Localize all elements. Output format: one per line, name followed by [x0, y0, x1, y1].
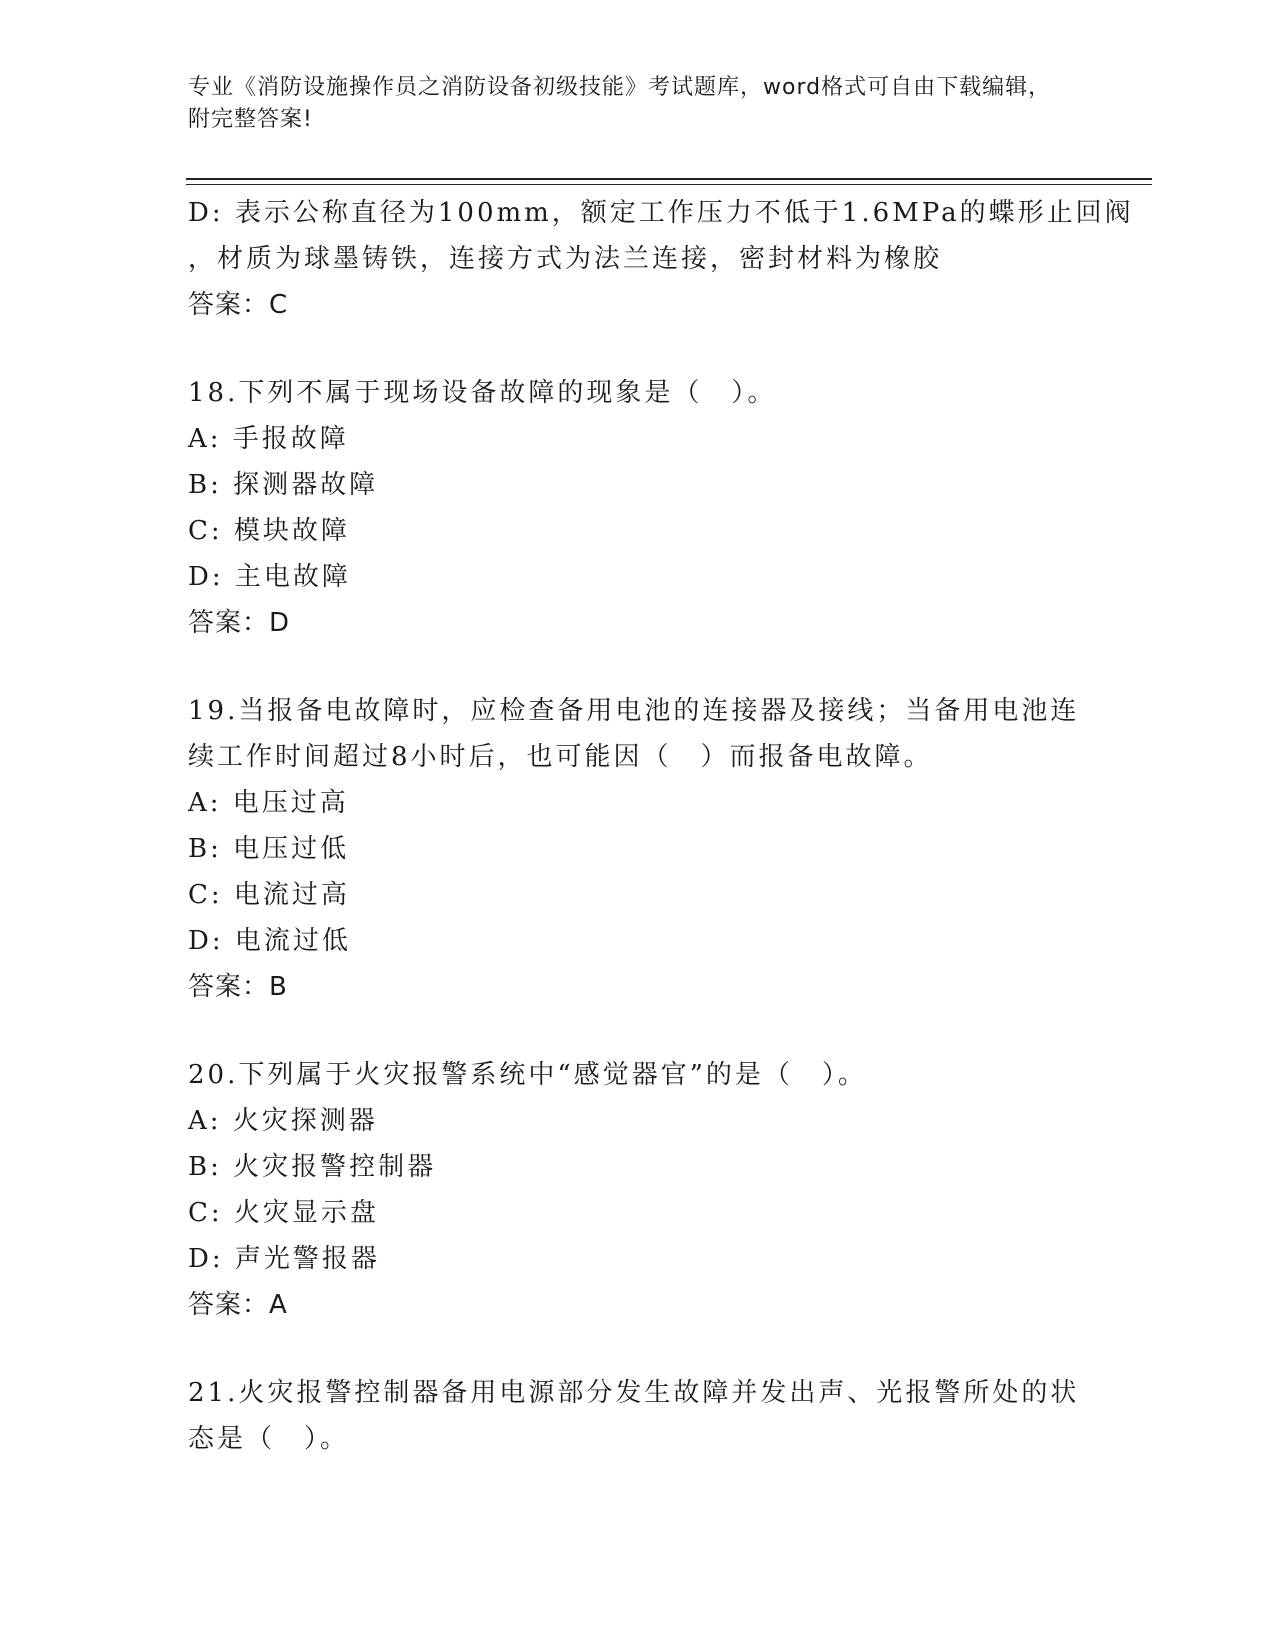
question-20: [188, 1052, 1088, 1328]
option-a: A: 电压过高: [188, 788, 349, 818]
answer: 答案：D: [188, 608, 291, 638]
question-21: [188, 1370, 1088, 1462]
document-header: 专业《消防设施操作员之消防设备初级技能》考试题库，word格式可自由下载编辑，附完整答案!: [188, 75, 1052, 132]
option-d: D: 声光警报器: [188, 1244, 380, 1274]
option-d: D: 表示公称直径为100mm，额定工作压力不低于1.6MPa的蝶形止回阀: [188, 198, 1134, 228]
option-a: A: 手报故障: [188, 424, 349, 454]
spacer: [188, 328, 1088, 370]
spacer: [188, 646, 1088, 688]
option-c: C: 模块故障: [188, 516, 350, 546]
header-rule-thick: [186, 178, 1152, 180]
option-d: D: 电流过低: [188, 926, 351, 956]
previous-question-tail: [188, 190, 1134, 328]
question-stem-continued: 态是（ ）。: [188, 1424, 350, 1454]
option-c: C: 电流过高: [188, 880, 350, 910]
answer: 答案：B: [188, 972, 288, 1002]
answer: 答案：C: [188, 290, 289, 320]
question-stem-continued: 续工作时间超过8小时后，也可能因（ ）而报备电故障。: [188, 742, 933, 772]
question-stem: 19.当报备电故障时，应检查备用电池的连接器及接线；当备用电池连: [188, 696, 1080, 726]
question-19: [188, 688, 1088, 1010]
option-c: C: 火灾显示盘: [188, 1198, 379, 1228]
question-stem: 21.火灾报警控制器备用电源部分发生故障并发出声、光报警所处的状: [188, 1378, 1080, 1408]
spacer: [188, 1010, 1088, 1052]
question-stem: 18.下列不属于现场设备故障的现象是（ ）。: [188, 378, 777, 408]
option-b: B: 探测器故障: [188, 470, 379, 500]
option-d: D: 主电故障: [188, 562, 351, 592]
header-rule-thin: [186, 184, 1152, 185]
option-b: B: 火灾报警控制器: [188, 1152, 437, 1182]
question-content: [188, 190, 1134, 1462]
option-b: B: 电压过低: [188, 834, 350, 864]
question-stem: 20.下列属于火灾报警系统中“感觉器官”的是（ ）。: [188, 1060, 867, 1090]
answer: 答案：A: [188, 1290, 288, 1320]
spacer: [188, 1328, 1088, 1370]
question-18: [188, 370, 1088, 646]
option-a: A: 火灾探测器: [188, 1106, 378, 1136]
option-d-continued: ，材质为球墨铸铁，连接方式为法兰连接，密封材料为橡胶: [188, 244, 943, 274]
